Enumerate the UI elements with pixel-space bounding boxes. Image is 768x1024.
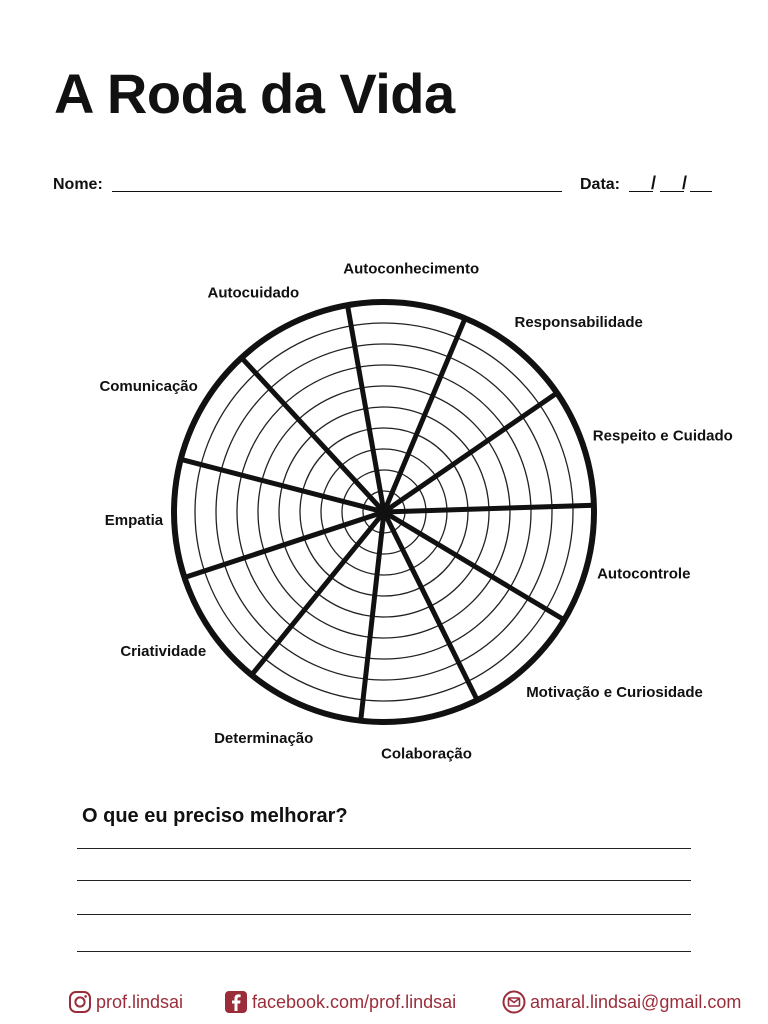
date-year-field[interactable] [690, 191, 712, 192]
answer-line[interactable] [77, 914, 691, 915]
answer-line[interactable] [77, 848, 691, 849]
wheel-spoke [181, 459, 384, 512]
reflection-question: O que eu preciso melhorar? [82, 805, 348, 827]
mail-icon [502, 990, 526, 1014]
footer-email[interactable] [502, 990, 741, 1014]
wheel-label: Motivação e Curiosidade [526, 684, 703, 701]
wheel-label: Respeito e Cuidado [592, 427, 733, 445]
name-field[interactable] [112, 191, 562, 192]
wheel-label: Colaboração [381, 745, 472, 763]
name-label: Nome: [53, 176, 103, 193]
wheel-label: Determinação [214, 730, 314, 747]
life-wheel [0, 260, 768, 763]
footer-instagram[interactable] [68, 990, 183, 1014]
page-title: A Roda da Vida [54, 62, 455, 125]
facebook-icon [224, 990, 248, 1014]
wheel-label: Comunicação [99, 378, 198, 396]
wheel-label: Autocuidado [207, 284, 300, 302]
date-month-field[interactable] [660, 191, 684, 192]
wheel-label: Autocontrole [597, 565, 691, 583]
instagram-icon [68, 990, 92, 1014]
wheel-label: Responsabilidade [514, 313, 643, 331]
instagram-handle: prof.lindsai [96, 991, 184, 1012]
date-separator: / [651, 173, 657, 193]
wheel-label: Criatividade [120, 642, 207, 660]
date-separator: / [682, 173, 688, 193]
date-day-field[interactable] [629, 191, 653, 192]
date-label: Data: [580, 176, 621, 193]
wheel-spoke [384, 505, 594, 512]
answer-line[interactable] [77, 951, 691, 952]
wheel-label: Autoconhecimento [343, 260, 480, 278]
wheel-label: Empatia [104, 511, 164, 529]
answer-line[interactable] [77, 880, 691, 881]
email-address: amaral.lindsai@gmail.com [530, 991, 742, 1012]
footer-facebook[interactable] [224, 990, 456, 1014]
facebook-link: facebook.com/prof.lindsai [252, 991, 457, 1012]
